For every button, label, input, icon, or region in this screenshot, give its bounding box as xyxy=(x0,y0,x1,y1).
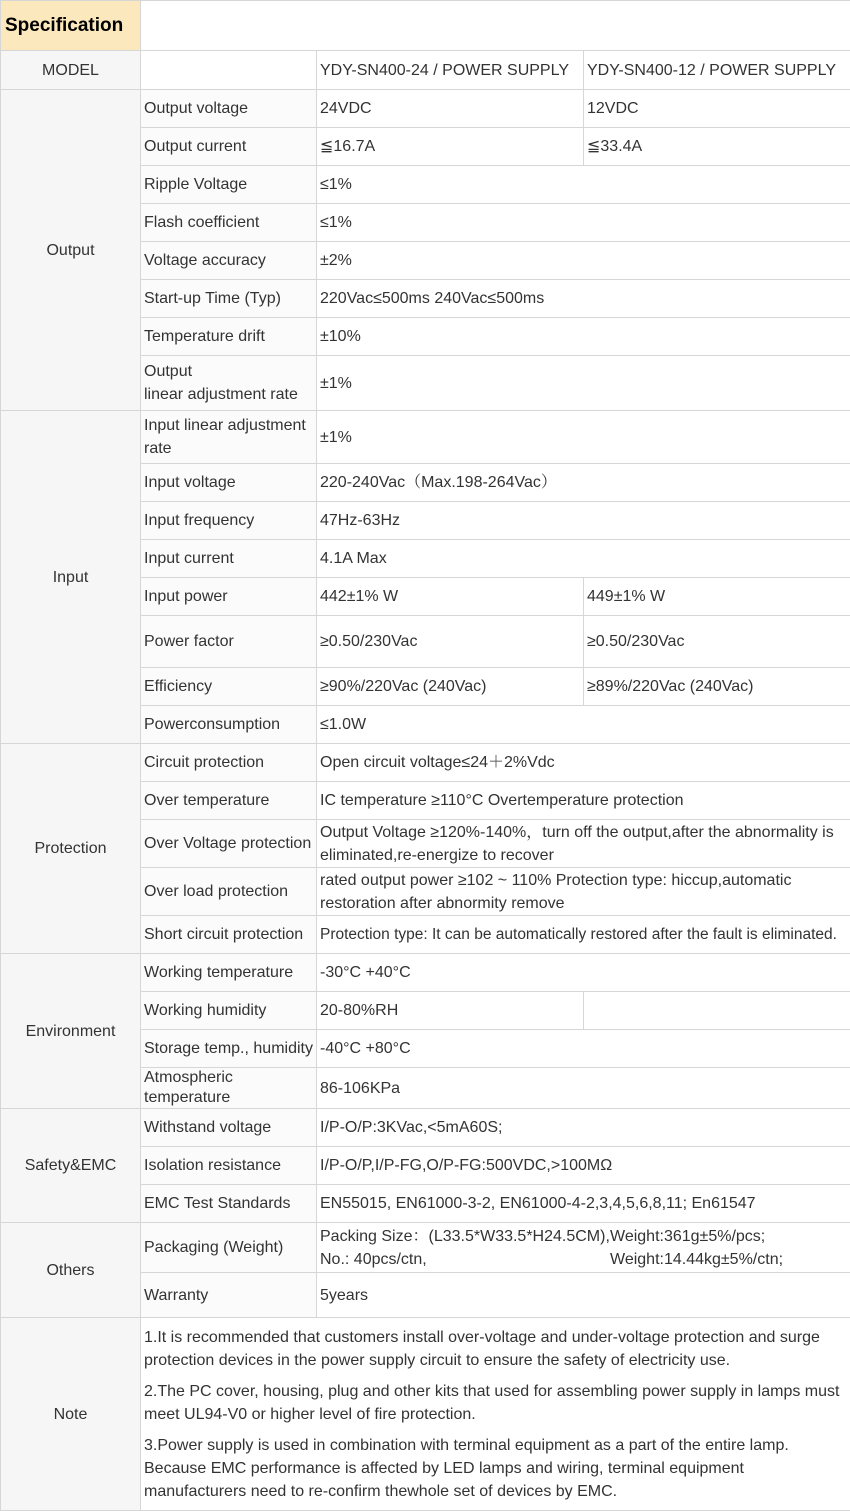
spec-value: 220Vac≤500ms 240Vac≤500ms xyxy=(317,280,850,318)
model-b: YDY-SN400-12 / POWER SUPPLY xyxy=(584,51,850,90)
spec-value: ≤1% xyxy=(317,166,850,204)
note-item: 3.Power supply is used in combination with terminal equipment as a part of the entire lamp. Because EMC performance is affected by LED lamps and wiring, terminal equipment manufacturers need to re-confirm thewhole set of devices by EMC. xyxy=(144,1434,847,1503)
spec-row xyxy=(1,744,850,782)
note-item: 1.It is recommended that customers install over-voltage and under-voltage protection and surge protection devices in the power supply circuit to ensure the safety of electricity use. xyxy=(144,1326,847,1372)
spec-label: Storage temp., humidity xyxy=(141,1030,317,1068)
spec-label: Power factor xyxy=(141,616,317,668)
spec-row xyxy=(1,90,850,128)
spec-label: EMC Test Standards xyxy=(141,1185,317,1223)
group-label-protection: Protection xyxy=(1,744,141,954)
spec-value: 47Hz-63Hz xyxy=(317,502,850,540)
spec-label: Warranty xyxy=(141,1273,317,1318)
spec-value: 4.1A Max xyxy=(317,540,850,578)
spec-value: ≤1.0W xyxy=(317,706,850,744)
spec-label xyxy=(141,411,317,464)
packing-size: Packing Size：(L33.5*W33.5*H24.5CM), xyxy=(320,1225,610,1248)
spec-label: Voltage accuracy xyxy=(141,242,317,280)
spec-label: Packaging (Weight) xyxy=(141,1223,317,1273)
spec-value: ±10% xyxy=(317,318,850,356)
spec-value xyxy=(317,1223,850,1273)
spec-label-line: Input linear adjustment xyxy=(144,414,313,437)
spec-label: Short circuit protection xyxy=(141,916,317,954)
spec-label: Output current xyxy=(141,128,317,166)
spec-value: IC temperature ≥110°C Overtemperature protection xyxy=(317,782,850,820)
model-empty-cell xyxy=(141,51,317,90)
spec-value-a: ≥90%/220Vac (240Vac) xyxy=(317,668,584,706)
spec-label-line: Output xyxy=(144,360,313,383)
spec-value-line: rated output power ≥102 ~ 110% Protection type: hiccup,automatic xyxy=(320,869,847,892)
spec-value-b: 12VDC xyxy=(584,90,850,128)
spec-label-line: linear adjustment rate xyxy=(144,383,313,406)
spec-value-b-empty xyxy=(584,992,850,1030)
group-label-input: Input xyxy=(1,411,141,744)
spec-value: Open circuit voltage≤24＋2%Vdc xyxy=(317,744,850,782)
packing-line xyxy=(320,1248,847,1271)
spec-label: Flash coefficient xyxy=(141,204,317,242)
group-label-output: Output xyxy=(1,90,141,411)
spec-label: Input power xyxy=(141,578,317,616)
spec-label: Input current xyxy=(141,540,317,578)
spec-label xyxy=(141,356,317,411)
spec-label: Output voltage xyxy=(141,90,317,128)
packing-weight-ctn: Weight:14.44kg±5%/ctn; xyxy=(610,1248,783,1271)
note-item: 2.The PC cover, housing, plug and other kits that used for assembling power supply in lamps must meet UL94-V0 or higher level of fire protection. xyxy=(144,1380,847,1426)
spec-value-a: 20-80%RH xyxy=(317,992,584,1030)
spec-value: ≤1% xyxy=(317,204,850,242)
spec-value-a: 442±1% W xyxy=(317,578,584,616)
page-title: Specification xyxy=(1,1,141,51)
spec-label: Ripple Voltage xyxy=(141,166,317,204)
spec-label xyxy=(141,1068,317,1109)
spec-value-b: 449±1% W xyxy=(584,578,850,616)
spec-label: Efficiency xyxy=(141,668,317,706)
spec-value-a: ≥0.50/230Vac xyxy=(317,616,584,668)
model-a: YDY-SN400-24 / POWER SUPPLY xyxy=(317,51,584,90)
spec-label: Input frequency xyxy=(141,502,317,540)
group-label-note: Note xyxy=(1,1318,141,1511)
spec-label-line: rate xyxy=(144,437,313,460)
note-row xyxy=(1,1318,850,1511)
spec-label: Withstand voltage xyxy=(141,1109,317,1147)
spec-value: 86-106KPa xyxy=(317,1068,850,1109)
spec-value-line: eliminated,re-energize to recover xyxy=(320,844,847,867)
packing-quantity: No.: 40pcs/ctn, xyxy=(320,1248,610,1271)
spec-value: ±1% xyxy=(317,356,850,411)
spec-label: Working humidity xyxy=(141,992,317,1030)
spec-value: I/P-O/P:3KVac,<5mA60S; xyxy=(317,1109,850,1147)
spec-label-line: temperature xyxy=(144,1088,313,1108)
spec-value: -40°C +80°C xyxy=(317,1030,850,1068)
spec-value-a: ≦16.7A xyxy=(317,128,584,166)
group-label-environment: Environment xyxy=(1,954,141,1109)
spec-label: Temperature drift xyxy=(141,318,317,356)
spec-value-line: restoration after abnormity remove xyxy=(320,892,847,915)
spec-value: 5years xyxy=(317,1273,850,1318)
model-label: MODEL xyxy=(1,51,141,90)
spec-label-line: Atmospheric xyxy=(144,1068,313,1088)
spec-value-line: Output Voltage ≥120%-140%，turn off the output,after the abnormality is xyxy=(320,821,847,844)
spec-label: Start-up Time (Typ) xyxy=(141,280,317,318)
spec-value: EN55015, EN61000-3-2, EN61000-4-2,3,4,5,6,8,11; En61547 xyxy=(317,1185,850,1223)
spec-value: Protection type: It can be automatically restored after the fault is eliminated. xyxy=(317,916,850,954)
spec-label: Working temperature xyxy=(141,954,317,992)
packing-line xyxy=(320,1225,847,1248)
spec-value: I/P-O/P,I/P-FG,O/P-FG:500VDC,>100MΩ xyxy=(317,1147,850,1185)
spec-label: Circuit protection xyxy=(141,744,317,782)
model-row xyxy=(1,51,850,90)
spec-value-b: ≥89%/220Vac (240Vac) xyxy=(584,668,850,706)
spec-label: Over Voltage protection xyxy=(141,820,317,868)
spec-label: Over load protection xyxy=(141,868,317,916)
group-label-safety: Safety&EMC xyxy=(1,1109,141,1223)
spec-row xyxy=(1,954,850,992)
spec-row xyxy=(1,411,850,464)
spec-value-b: ≦33.4A xyxy=(584,128,850,166)
spec-value: 220-240Vac（Max.198-264Vac） xyxy=(317,464,850,502)
packing-weight-pcs: Weight:361g±5%/pcs; xyxy=(610,1225,765,1248)
spec-label: Over temperature xyxy=(141,782,317,820)
spec-value: ±1% xyxy=(317,411,850,464)
spec-value-a: 24VDC xyxy=(317,90,584,128)
spec-label: Powerconsumption xyxy=(141,706,317,744)
title-empty-cell xyxy=(141,1,850,51)
spec-row xyxy=(1,1223,850,1273)
spec-value: -30°C +40°C xyxy=(317,954,850,992)
group-label-others: Others xyxy=(1,1223,141,1318)
title-row xyxy=(1,1,850,51)
note-cell xyxy=(141,1318,850,1511)
spec-value: ±2% xyxy=(317,242,850,280)
spec-value xyxy=(317,868,850,916)
spec-value-b: ≥0.50/230Vac xyxy=(584,616,850,668)
spec-label: Isolation resistance xyxy=(141,1147,317,1185)
spec-label: Input voltage xyxy=(141,464,317,502)
spec-value xyxy=(317,820,850,868)
spec-row xyxy=(1,1109,850,1147)
